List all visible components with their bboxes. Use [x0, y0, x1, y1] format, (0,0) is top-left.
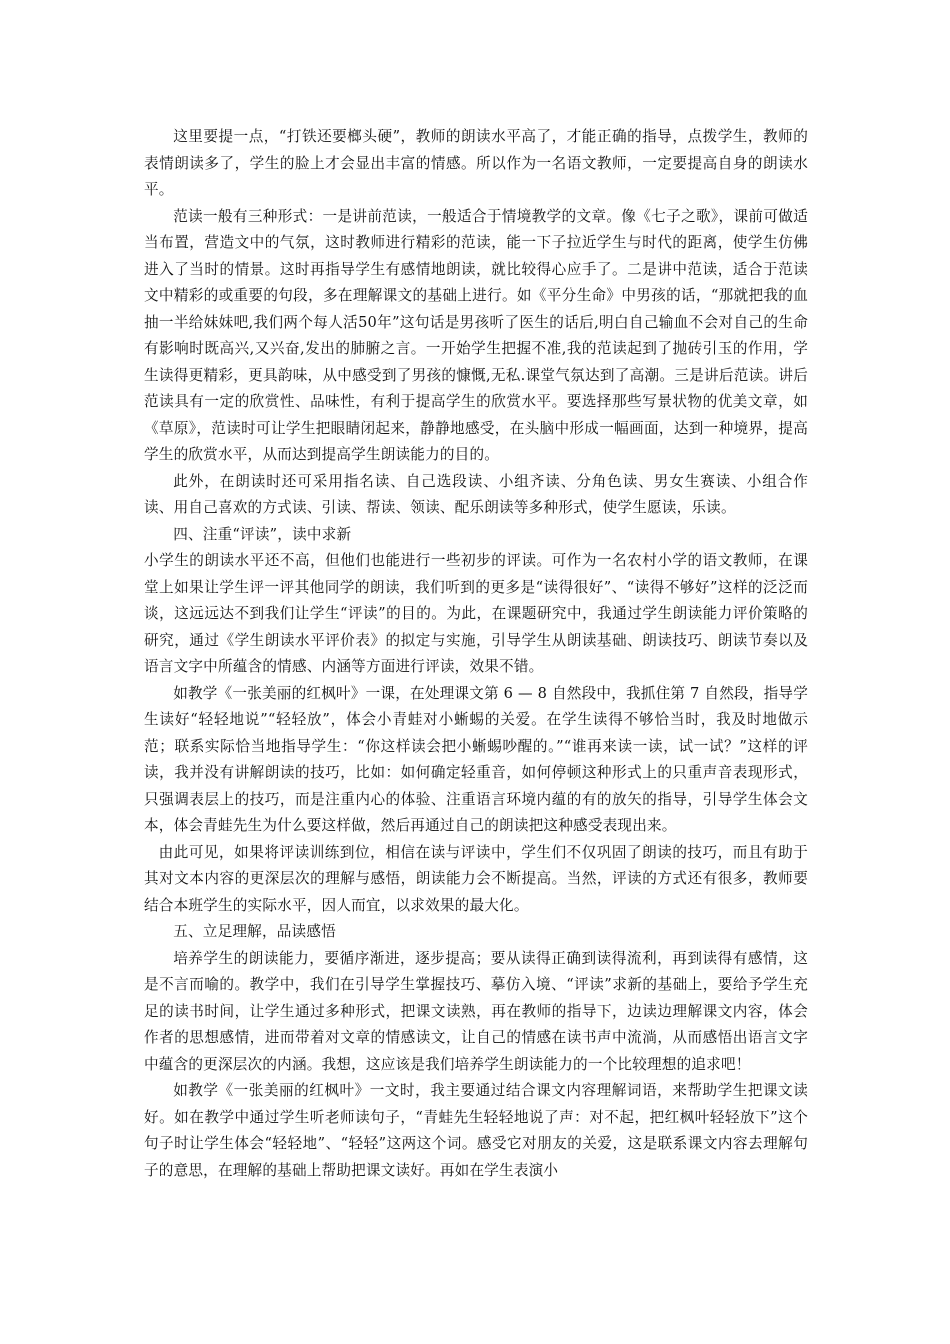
paragraph-three-forms-model-reading: 范读一般有三种形式：一是讲前范读，一般适合于情境教学的文章。像《七子之歌》，课前可做适当布置，营造文中的气氛，这时教师进行精彩的范读，能一下子拉近学生与时代的距离，使学生仿佛进入了当时的情景。这时再指导学生有感情地朗读，就比较得心应手了。二是讲中范读，适合于范读文中精彩的或重要的句段，多在理解课文的基础上进行。如《平分生命》中男孩的话，“那就把我的血抽一半给妹妹吧,我们两个每人活50年”这句话是男孩听了医生的话后,明白自己输血不会对自己的生命有影响时既高兴,又兴奋,发出的肺腑之言。一开始学生把握不准,我的范读起到了抛砖引玉的作用，学生读得更精彩，更具韵味，从中感受到了男孩的慷慨,无私.课堂气氛达到了高潮。三是讲后范读。讲后范读具有一定的欣赏性、品味性，有利于提高学生的欣赏水平。要选择那些写景状物的优美文章，如《草原》，范读时可让学生把眼睛闭起来，静静地感受，在头脑中形成一幅画面，达到一种境界，提高学生的欣赏水平，从而达到提高学生朗读能力的目的。: [144, 207, 808, 463]
paragraph-cultivating-reading: 培养学生的朗读能力，要循序渐进，逐步提高；要从读得正确到读得流利，再到读得有感情，这是不言而喻的。教学中，我们在引导学生掌握技巧、摹仿入境、“评读”求新的基础上，要给予学生充足的读书时间，让学生通过多种形式，把课文读熟，再在教师的指导下，边读边理解课文内容，体会作者的思想感情，进而带着对文章的情感读文，让自己的情感在读书声中流淌，从而感悟出语言文字中蕴含的更深层次的内涵。我想，这应该是我们培养学生朗读能力的一个比较理想的追求吧！: [144, 949, 808, 1073]
paragraph-vocabulary-example: 如教学《一张美丽的红枫叶》一文时，我主要通过结合课文内容理解词语，来帮助学生把课文读好。如在教学中通过学生听老师读句子，“青蛙先生轻轻地说了声：对不起，把红枫叶轻轻放下”这个句子时让学生体会“轻轻地”、“轻轻”这两这个词。感受它对朋友的关爱，这是联系课文内容去理解句子的意思，在理解的基础上帮助把课文读好。再如在学生表演小: [144, 1082, 808, 1179]
section-heading-evaluative-reading: 四、注重“评读”，读中求新: [173, 525, 352, 543]
paragraph-model-reading-intro: 这里要提一点，“打铁还要榔头硬”，教师的朗读水平高了，才能正确的指导，点拨学生，教师的表情朗读多了，学生的脸上才会显出丰富的情感。所以作为一名语文教师，一定要提高自身的朗读水平。: [144, 128, 808, 198]
paragraph-red-maple-leaf-example: 如教学《一张美丽的红枫叶》一课，在处理课文第 6 — 8 自然段中，我抓住第 7 自然段，指导学生读好“轻轻地说”“轻轻放”，体会小青蛙对小蜥蜴的关爱。在学生读得不够恰当时，我及时地做示范；联系实际恰当地指导学生：“你这样读会把小蜥蜴吵醒的。”“谁再来读一读，试一试？”这样的评读，我并没有讲解朗读的技巧，比如：如何确定轻重音，如何停顿这种形式上的只重声音表现形式，只强调表层上的技巧，而是注重内心的体验、注重语言环境内蕴的有的放矢的指导，引导学生体会文本，体会青蛙先生为什么要这样做，然后再通过自己的朗读把这种感受表现出来。: [144, 684, 808, 834]
section-heading-understanding: 五、立足理解，品读感悟: [173, 923, 336, 940]
paragraph-evaluative-reading: 小学生的朗读水平还不高，但他们也能进行一些初步的评读。可作为一名农村小学的语文教师，在课堂上如果让学生评一评其他同学的朗读，我们听到的更多是“读得很好”、“读得不够好”这样的泛泛而谈，这远远达不到我们让学生“评读”的目的。为此，在课题研究中，我通过学生朗读能力评价策略的研究，通过《学生朗读水平评价表》的拟定与实施，引导学生从朗读基础、朗读技巧、朗读节奏以及语言文字中所蕴含的情感、内涵等方面进行评读，效果不错。: [144, 552, 808, 675]
paragraph-conclusion-evaluative: 由此可见，如果将评读训练到位，相信在读与评读中，学生们不仅巩固了朗读的技巧，而且有助于其对文本内容的更深层次的理解与感悟，朗读能力会不断提高。当然，评读的方式还有很多，教师要结合本班学生的实际水平，因人而宜，以求效果的最大化。: [144, 843, 808, 914]
paragraph-other-reading-forms: 此外，在朗读时还可采用指名读、自己选段读、小组齐读、分角色读、男女生赛读、小组合作读、用自己喜欢的方式读、引读、帮读、领读、配乐朗读等多种形式，使学生愿读，乐读。: [144, 472, 808, 516]
document-page: [144, 124, 808, 1184]
